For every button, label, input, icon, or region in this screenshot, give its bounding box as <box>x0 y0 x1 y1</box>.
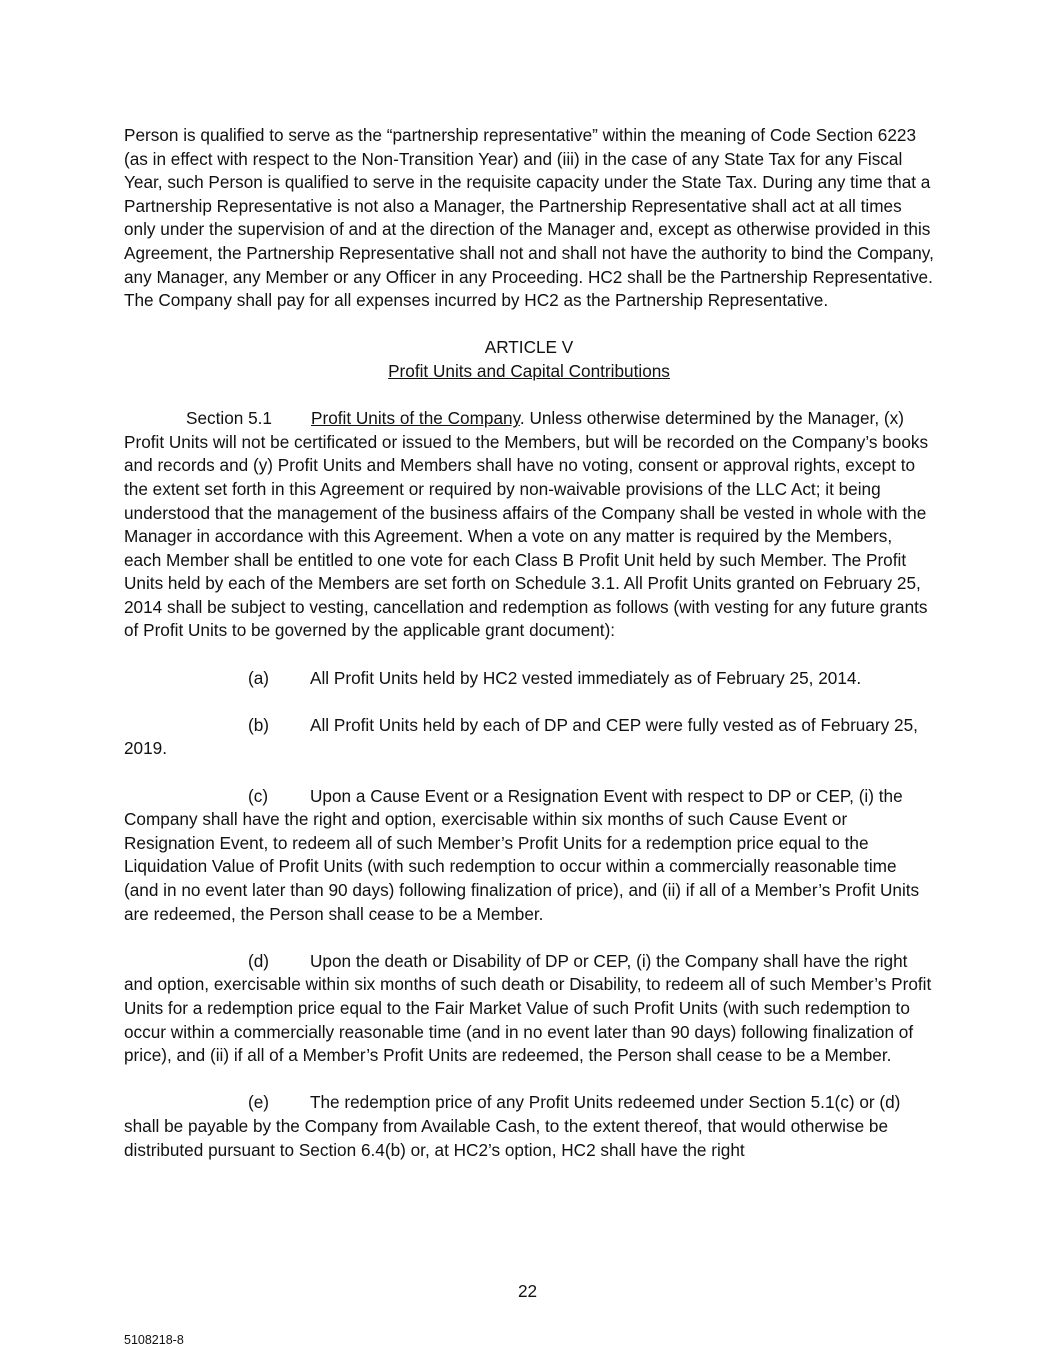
section-text: . Unless otherwise determined by the Manager, (x) Profit Units will not be certificated or issued to the Members, but will be recorded on the Company’s books and records and (y) Profit Units and Members shall have no voting, consent or approval rights, except to the extent set forth in this Agreement or required by non-waivable provisions of the LLC Act; it being understood that the management of the business affairs of the Company shall be vested in whole with the Manager in accordance with this Agreement. When a vote on any matter is required by the Members, each Member shall be entitled to one vote for each Class B Profit Unit held by such Member. The Profit Units held by each of the Members are set forth on Schedule 3.1. All Profit Units granted on February 25, 2014 shall be subject to vesting, cancellation and redemption as follows (with vesting for any future grants of Profit Units to be governed by the applicable grant document): <box>124 408 929 641</box>
clause-label: (a) <box>248 667 270 688</box>
section-label: Section 5.1 <box>186 408 272 429</box>
clause-text: All Profit Units held by HC2 vested immediately as of February 25, 2014. <box>310 667 862 688</box>
page-number: 22 <box>517 1281 538 1301</box>
clause-a <box>124 667 934 691</box>
section-title: Profit Units of the Company <box>311 408 520 429</box>
clause-text: Upon a Cause Event or a Resignation Event with respect to DP or CEP, (i) the Company shall have the right and option, exercisable within six months of such Cause Event or Resignation Event, to redeem all of such Member’s Profit Units for a redemption price equal to the Liquidation Value of Profit Units (with such redemption to occur within a commercially reasonable time (and in no event later than 90 days) following finalization of price), and (ii) if all of a Member’s Profit Units are redeemed, the Person shall cease to be a Member. <box>124 785 920 924</box>
clause-text: Upon the death or Disability of DP or CEP, (i) the Company shall have the right and option, exercisable within six months of such death or Disability, to redeem all of such Member’s Profit Units for a redemption price equal to the Fair Market Value of such Profit Units (with such redemption to occur within a commercially reasonable time (and in no event later than 90 days) following finalization of price), and (ii) if all of a Member’s Profit Units are redeemed, the Person shall cease to be a Member. <box>124 950 932 1066</box>
article-title: ARTICLE V <box>484 337 574 358</box>
clause-text: The redemption price of any Profit Units redeemed under Section 5.1(c) or (d) shall be payable by the Company from Available Cash, to the extent thereof, that would otherwise be distributed pursuant to Section 6.4(b) or, at HC2’s option, HC2 shall have the right <box>124 1092 901 1160</box>
article-subtitle: Profit Units and Capital Contributions <box>388 360 670 381</box>
clause-label: (e) <box>248 1092 270 1113</box>
section-5-1-paragraph <box>124 407 934 643</box>
clause-c <box>124 785 934 927</box>
intro-paragraph: Person is qualified to serve as the “partnership representative” within the meaning of Code Section 6223 (as in effect with respect to the Non-Transition Year) and (iii) in the case of any State Tax for any Fiscal Year, such Person is qualified to serve in the requisite capacity under the State Tax. During any time that a Partnership Representative is not also a Manager, the Partnership Representative shall act at all times only under the supervision of and at the direction of the Manager and, except as otherwise provided in this Agreement, the Partnership Representative shall not and shall not have the authority to bind the Company, any Manager, any Member or any Officer in any Proceeding. HC2 shall be the Partnership Representative. The Company shall pay for all expenses incurred by HC2 as the Partnership Representative. <box>124 125 934 311</box>
article-heading <box>124 336 934 383</box>
clause-b <box>124 714 934 761</box>
clause-e <box>124 1091 934 1162</box>
clause-label: (d) <box>248 950 270 971</box>
document-body <box>124 124 934 1162</box>
clause-label: (b) <box>248 714 270 735</box>
clause-label: (c) <box>248 785 269 806</box>
document-id: 5108218-8 <box>124 1333 184 1347</box>
clause-text: All Profit Units held by each of DP and CEP were fully vested as of February 25, 2019. <box>124 714 918 759</box>
clause-d <box>124 950 934 1068</box>
